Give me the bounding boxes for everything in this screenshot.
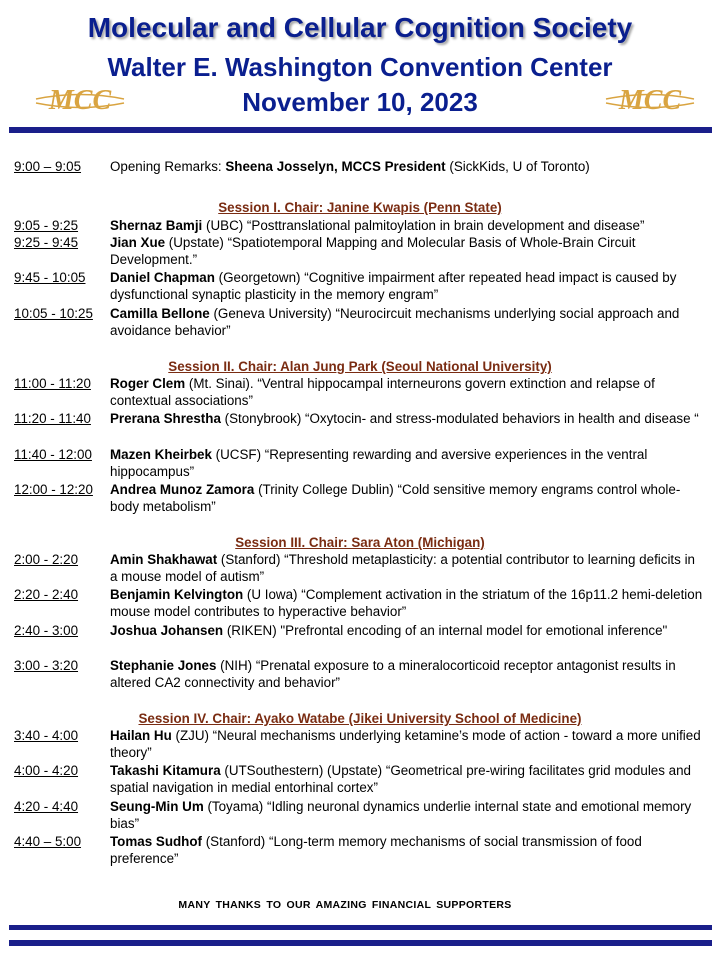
affiliation: (Stanford) [202, 834, 269, 849]
talk-title: “Long-term memory mechanisms of social transmission of food preference” [110, 834, 642, 866]
affiliation: (Stonybrook) [220, 411, 306, 426]
talk-time: 9:25 - 9:45 [14, 235, 79, 250]
header-divider [9, 127, 712, 133]
speaker: Camilla Bellone [110, 306, 210, 321]
footer-divider-bottom [9, 940, 712, 946]
session-3-title: Session III. Chair: Sara Aton (Michigan) [235, 535, 485, 550]
session-2-title: Session II. Chair: Alan Jung Park (Seoul National University) [168, 359, 552, 374]
talk-time: 9:05 - 9:25 [14, 218, 79, 233]
talk-desc [110, 834, 706, 867]
affiliation: (UTSouthestern) (Upstate) [220, 763, 386, 778]
affiliation: (UBC) [202, 218, 247, 233]
talk-time: 2:20 - 2:40 [14, 587, 79, 602]
speaker: Tomas Sudhof [110, 834, 202, 849]
speaker: Stephanie Jones [110, 658, 217, 673]
speaker: Takashi Kitamura [110, 763, 221, 778]
talk-time: 2:40 - 3:00 [14, 623, 79, 638]
talk-desc [110, 376, 706, 409]
talk-title: “Cognitive impairment after repeated head impact is caused by dysfunctional synaptic plasticity in the memory engram” [110, 270, 677, 302]
session-4-title: Session IV. Chair: Ayako Watabe (Jikei University School of Medicine) [138, 711, 582, 726]
speaker: Prerana Shrestha [110, 411, 221, 426]
speaker: Daniel Chapman [110, 270, 215, 285]
opening-label: Opening Remarks: [110, 159, 226, 174]
talk-desc [110, 658, 706, 691]
opening-affil: (SickKids, U of Toronto) [445, 159, 590, 174]
speaker: Joshua Johansen [110, 623, 224, 638]
talk-desc [110, 799, 706, 832]
talk-time: 4:20 - 4:40 [14, 799, 79, 814]
opening-time: 9:00 – 9:05 [14, 159, 82, 174]
affiliation: (U Iowa) [243, 587, 302, 602]
speaker: Amin Shakhawat [110, 552, 218, 567]
affiliation: (NIH) [216, 658, 256, 673]
date-title: November 10, 2023 [242, 87, 478, 117]
talk-time: 11:00 - 11:20 [14, 376, 91, 391]
opening-speaker: Sheena Josselyn, MCCS President [225, 159, 446, 174]
affiliation: (UCSF) [211, 447, 265, 462]
speaker: Benjamin Kelvington [110, 587, 244, 602]
talk-desc [110, 235, 706, 268]
talk-title: “Idling neuronal dynamics underlie internal state and emotional memory bias” [110, 799, 692, 831]
talk-title: “Posttranslational palmitoylation in brain development and disease” [246, 218, 645, 233]
talk-desc [110, 270, 706, 303]
speaker: Shernaz Bamji [110, 218, 203, 233]
talk-desc [110, 552, 706, 585]
talk-desc [110, 306, 706, 339]
affiliation: (Geneva University) [209, 306, 336, 321]
speaker: Andrea Munoz Zamora [110, 482, 255, 497]
affiliation: (Stanford) [217, 552, 285, 567]
talk-time: 4:00 - 4:20 [14, 763, 79, 778]
talk-time: 4:40 – 5:00 [14, 834, 82, 849]
footer-divider-top [9, 925, 712, 930]
affiliation: (Georgetown) [214, 270, 305, 285]
talk-desc [110, 587, 706, 620]
talk-desc [110, 218, 706, 235]
svg-text:MCC: MCC [618, 85, 682, 116]
talk-title: “Ventral hippocampal interneurons govern extinction and relapse of contextual associations” [110, 376, 655, 408]
talk-time: 11:20 - 11:40 [14, 411, 91, 426]
speaker: Hailan Hu [110, 728, 172, 743]
svg-text:MCC: MCC [48, 85, 112, 116]
affiliation: (Upstate) [165, 235, 228, 250]
speaker: Seung-Min Um [110, 799, 204, 814]
talk-title: “Oxytocin- and stress-modulated behaviors in health and disease “ [305, 411, 699, 426]
talk-title: “Neurocircuit mechanisms underlying social approach and avoidance behavior” [110, 306, 680, 338]
talk-title: “Representing rewarding and aversive experiences in the ventral hippocampus” [110, 447, 648, 479]
venue-title: Walter E. Washington Convention Center [107, 52, 613, 82]
speaker: Roger Clem [110, 376, 186, 391]
affiliation: (Mt. Sinai). [185, 376, 258, 391]
talk-time: 3:40 - 4:00 [14, 728, 79, 743]
talk-desc [110, 482, 706, 515]
session-1-title: Session I. Chair: Janine Kwapis (Penn State) [218, 200, 502, 215]
talk-title: “Spatiotemporal Mapping and Molecular Basis of Whole-Brain Circuit Development.” [110, 235, 636, 267]
affiliation: (Toyama) [203, 799, 267, 814]
talk-title: “Cold sensitive memory engrams control whole-body metabolism” [110, 482, 681, 514]
talk-desc [110, 623, 706, 640]
talk-time: 12:00 - 12:20 [14, 482, 93, 497]
talk-desc [110, 411, 706, 428]
talk-time: 9:45 - 10:05 [14, 270, 86, 285]
talk-title: “Complement activation in the striatum of the 16p11.2 hemi-deletion mouse model contributes to hyperactive behavior” [110, 587, 703, 619]
talk-desc [110, 447, 706, 480]
affiliation: (Trinity College Dublin) [254, 482, 398, 497]
affiliation: (ZJU) [171, 728, 213, 743]
talk-title: “Geometrical pre-wiring facilitates grid modules and spatial navigation in medial entorhinal cortex” [110, 763, 691, 795]
speaker: Mazen Kheirbek [110, 447, 212, 462]
talk-time: 3:00 - 3:20 [14, 658, 79, 673]
talk-time: 10:05 - 10:25 [14, 306, 93, 321]
affiliation: (RIKEN) [223, 623, 281, 638]
supporters-thanks: MANY THANKS TO OUR AMAZING FINANCIAL SUPPORTERS [178, 899, 512, 911]
talk-desc [110, 763, 706, 796]
talk-desc [110, 728, 706, 761]
society-title: Molecular and Cellular Cognition Society [87, 12, 633, 43]
talk-time: 11:40 - 12:00 [14, 447, 92, 462]
talk-title: “Prenatal exposure to a mineralocorticoid receptor antagonist results in altered CA2 connectivity and behavior” [110, 658, 676, 690]
speaker: Jian Xue [110, 235, 166, 250]
talk-title: “Threshold metaplasticity: a potential contributor to learning deficits in a mouse model of autism” [110, 552, 695, 584]
talk-title: "Prefrontal encoding of an internal model for emotional inference" [280, 623, 668, 638]
mcc-logo-left [34, 82, 126, 116]
talk-title: “Neural mechanisms underlying ketamine’s mode of action - toward a more unified theory” [110, 728, 701, 760]
mcc-logo-right [604, 82, 696, 116]
talk-time: 2:00 - 2:20 [14, 552, 79, 567]
opening-desc [110, 159, 706, 176]
